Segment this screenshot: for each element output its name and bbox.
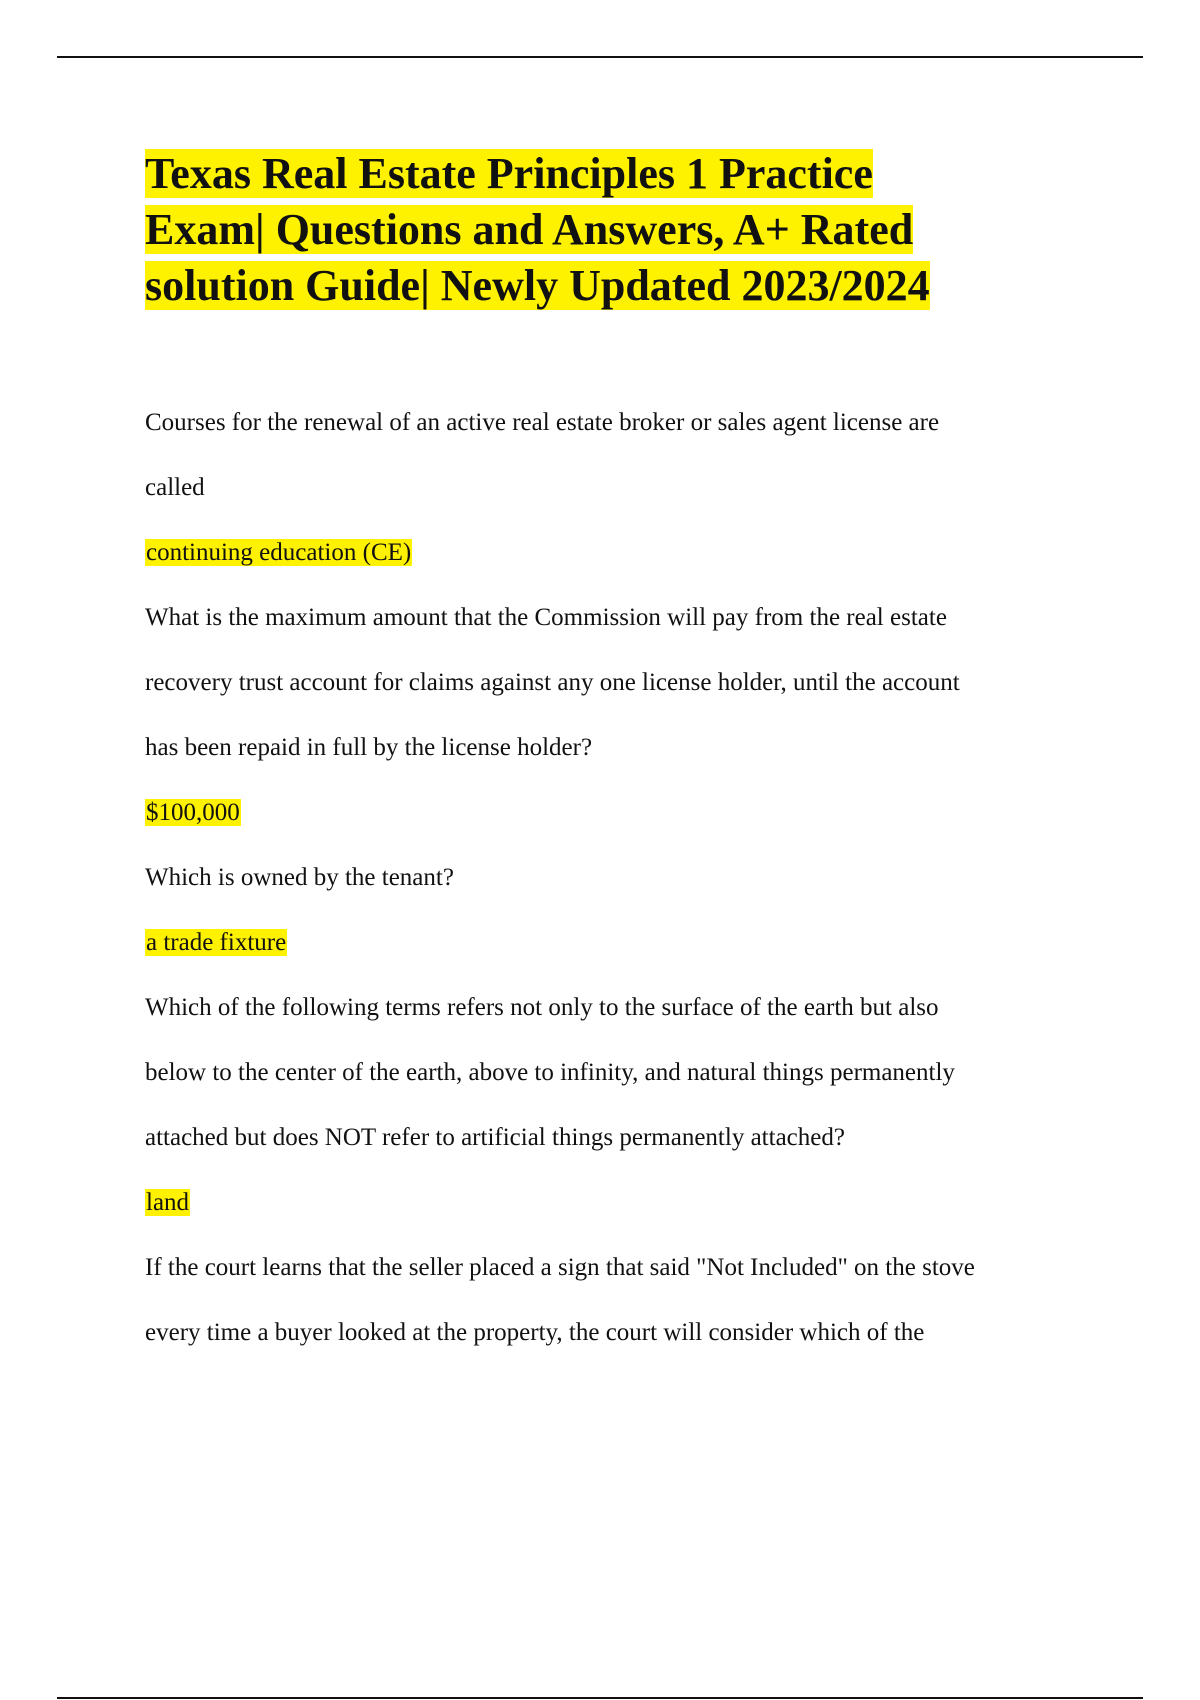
answer-line — [145, 780, 1095, 845]
question-line: If the court learns that the seller placed a sign that said "Not Included" on the stove — [145, 1254, 975, 1281]
title-line: Exam| Questions and Answers, A+ Rated — [145, 205, 914, 254]
question-line: Courses for the renewal of an active real estate broker or sales agent license are — [145, 409, 940, 436]
question-line: called — [145, 474, 205, 501]
answer-highlight: a trade fixture — [146, 929, 287, 956]
answer-line — [145, 910, 1095, 975]
answer-line — [145, 520, 1095, 585]
question-line: every time a buyer looked at the property, the court will consider which of the — [145, 1319, 925, 1346]
question-line: Which of the following terms refers not only to the surface of the earth but also — [145, 994, 939, 1021]
bottom-rule — [57, 1697, 1143, 1699]
question-line: attached but does NOT refer to artificial things permanently attached? — [145, 1124, 845, 1151]
answer-highlight: continuing education (CE) — [146, 539, 412, 566]
question-line: has been repaid in full by the license holder? — [145, 734, 593, 761]
answer-highlight: land — [146, 1189, 190, 1216]
title-line: Texas Real Estate Principles 1 Practice — [145, 149, 873, 198]
qa-content — [145, 390, 1095, 1365]
answer-line — [145, 1170, 1095, 1235]
question-line: below to the center of the earth, above to infinity, and natural things permanently — [145, 1059, 955, 1086]
document-title — [145, 146, 1145, 314]
top-rule — [57, 56, 1143, 58]
answer-highlight: $100,000 — [146, 799, 240, 826]
question-line: Which is owned by the tenant? — [145, 864, 454, 891]
question-line: recovery trust account for claims against any one license holder, until the account — [145, 669, 960, 696]
question-line: What is the maximum amount that the Commission will pay from the real estate — [145, 604, 947, 631]
title-line: solution Guide| Newly Updated 2023/2024 — [145, 261, 930, 310]
